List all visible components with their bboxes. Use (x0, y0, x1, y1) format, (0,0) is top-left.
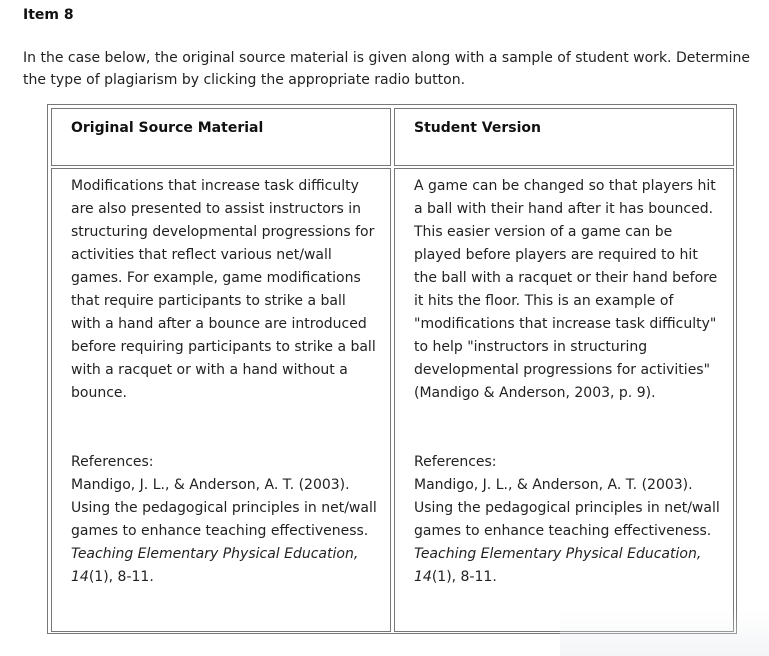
student-text: A game can be changed so that players hit a ball with their hand after it has bounced. This easier version of a game can be played before players are required to hit the ball with a racquet or their hand before it hits the floor. This is an example of "modifications that increase task difficulty" to help "instructors in structuring developmental progressions for activities" (Mandigo & Anderson, 2003, p. 9). (414, 178, 718, 401)
original-cell (51, 168, 391, 632)
comparison-table (47, 104, 737, 634)
original-reference-text: Mandigo, J. L., & Anderson, A. T. (2003). Using the pedagogical principles in net/wall games to enhance teaching effectiveness. (71, 477, 377, 539)
student-references-label: References: (414, 454, 497, 470)
original-references-label: References: (71, 454, 154, 470)
original-reference-tail: (1), 8-11. (88, 569, 154, 585)
header-student (394, 108, 734, 166)
student-cell (394, 168, 734, 632)
item-title: Item 8 (23, 7, 74, 23)
student-reference-text: Mandigo, J. L., & Anderson, A. T. (2003). Using the pedagogical principles in net/wall games to enhance teaching effectiveness. (414, 477, 720, 539)
header-student-label: Student Version (414, 120, 541, 136)
student-references (414, 451, 721, 589)
header-original-label: Original Source Material (71, 120, 264, 136)
original-text: Modifications that increase task difficulty are also presented to assist instructors in structuring developmental progressions for activities that reflect various net/wall games. For example, game modifications that require participants to strike a ball with a hand after a bounce are introduced before requiring participants to strike a ball with a racquet or with a hand without a bounce. (71, 178, 376, 401)
original-reference-journal: Teaching Elementary Physical Education, 14 (71, 546, 359, 585)
instructions: In the case below, the original source material is given along with a sample of student work. Determine the type of plagiarism by clicking the appropriate radio button. (23, 50, 750, 88)
student-reference-tail: (1), 8-11. (431, 569, 497, 585)
original-references (71, 451, 378, 589)
header-original (51, 108, 391, 166)
student-reference-journal: Teaching Elementary Physical Education, 14 (414, 546, 702, 585)
